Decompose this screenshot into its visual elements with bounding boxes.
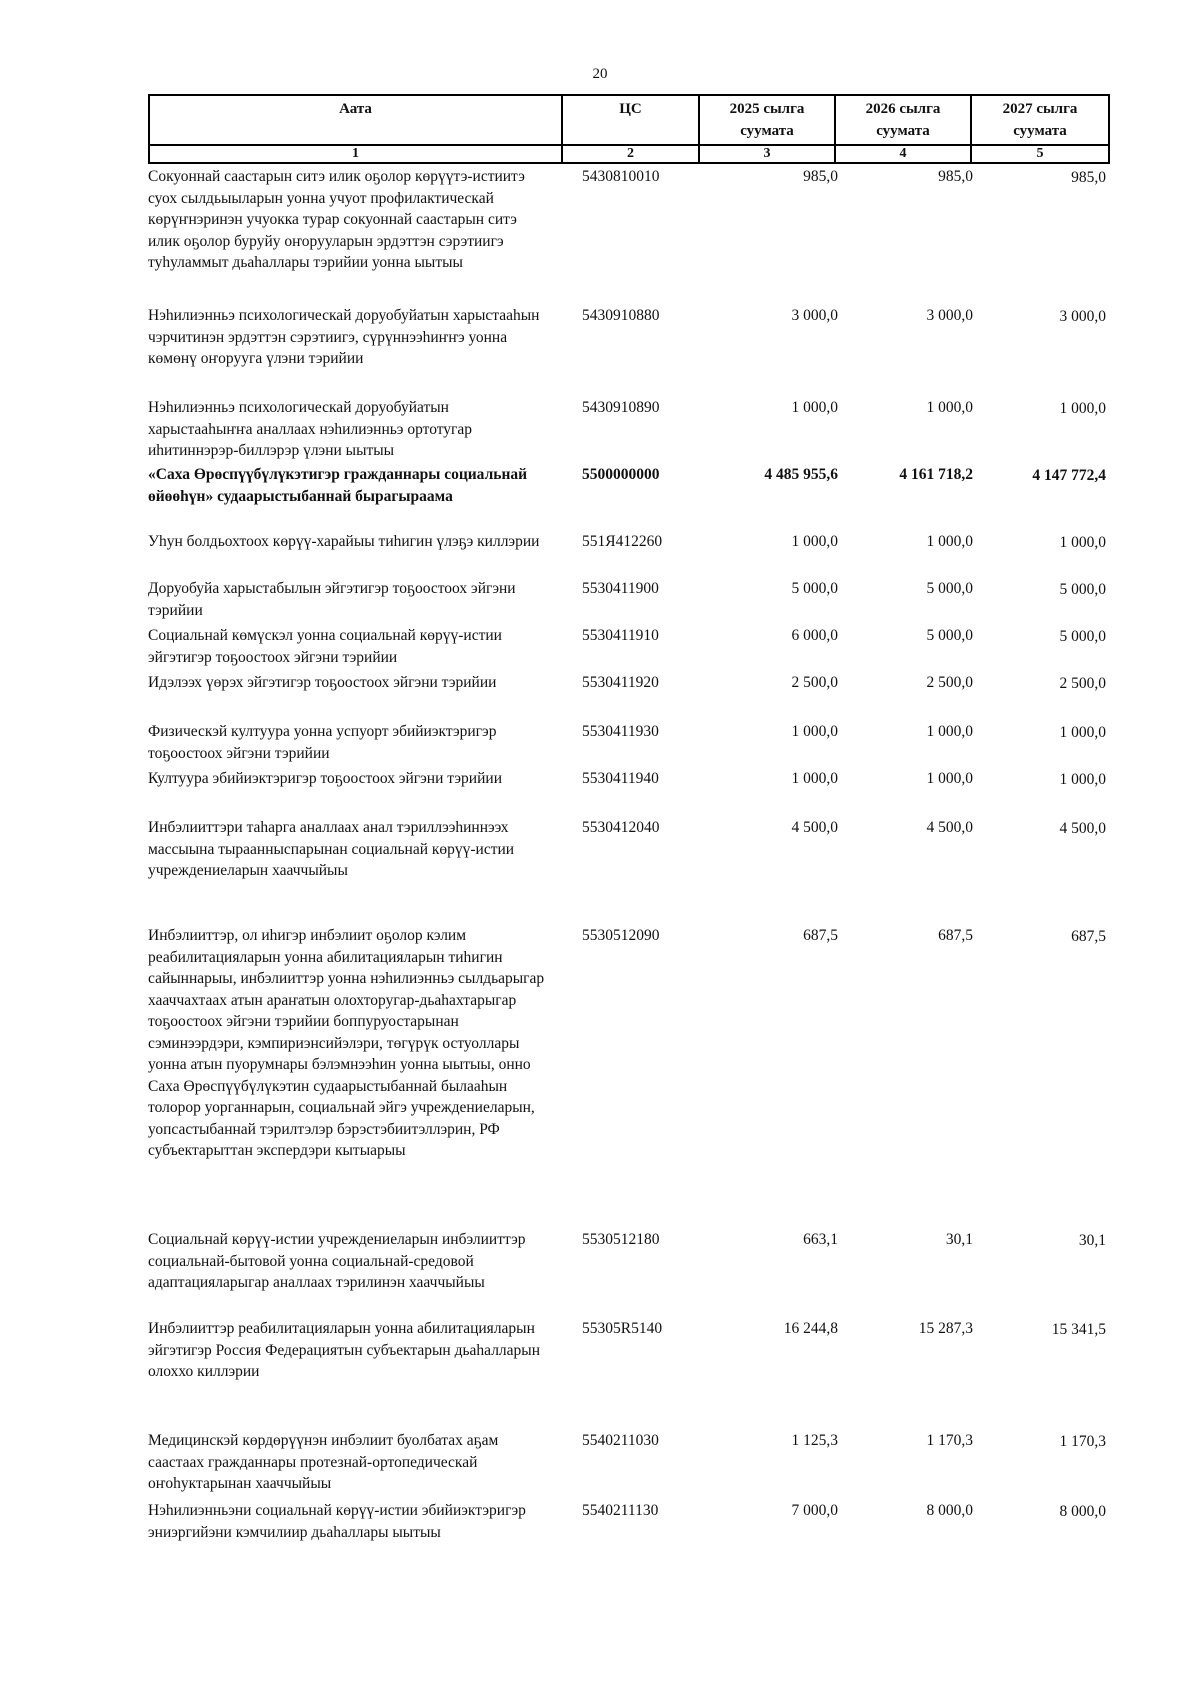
header-cs: ЦС [562, 95, 699, 145]
row-2027: 985,0 [1071, 169, 1106, 186]
row-cs: 5530411910 [582, 627, 659, 644]
row-2025: 4 485 955,6 [764, 466, 838, 483]
row-cs: 5530512090 [582, 927, 660, 944]
row-2025: 1 000,0 [791, 399, 838, 416]
row-2025: 1 000,0 [791, 723, 838, 740]
row-2026: 1 000,0 [926, 723, 973, 740]
row-2027: 2 500,0 [1059, 675, 1106, 692]
header-2026: 2026 сылга суумата [835, 95, 971, 145]
row-2027: 1 000,0 [1059, 724, 1106, 741]
row-2027: 687,5 [1071, 928, 1106, 945]
row-2025: 5 000,0 [791, 580, 838, 597]
row-2025: 1 000,0 [791, 770, 838, 787]
row-name: Социальнай көмүскэл уонна социальнай көрүү-истии эйгэтигэр тоҕоостоох эйгэни тэрийии [148, 627, 502, 666]
row-2025: 16 244,8 [783, 1320, 838, 1337]
row-2025: 985,0 [803, 168, 838, 185]
table-header [148, 94, 1110, 164]
row-2026: 985,0 [938, 168, 973, 185]
row-2026: 3 000,0 [926, 307, 973, 324]
row-name: Инбэлииттэри таһарга аналлаах анал тэриллээһиннээх массыына тыраанныспарынан социальнай көрүү-истии учреждениеларын хааччыйыы [148, 819, 515, 879]
row-name: Инбэлииттэр, ол иһигэр инбэлиит оҕолор кэлим реабилитацияларын уонна абилитацияларын тиһигин сайыннарыы, инбэлииттэр уонна нэһилиэнньэ сылдьарыгар хааччахтаах атын араҥатын олохторугар-дьаһахтарыгар тоҕоостоох эйгэни тэрийии боппуруостарынан сэминээрдэри, кэмпириэнсийэлэри, төгүрүк остуоллары уонна атын пуорумнары бэлэмнээһин уонна ыытыы, онно Саха Өрөспүүбүлүкэтин судаарыстыбаннай былааһын толорор уорганнарын, социальнай эйгэ учреждениеларын, уопсастыбаннай тэрилтэлэр бэрэстэбиитэллэрин, РФ субъектарыттан экспердэри кытыарыы [148, 927, 545, 1159]
row-cs: 5530411900 [582, 580, 659, 597]
row-name: Инбэлииттэр реабилитацияларын уонна абилитацияларын эйгэтигэр Россия Федерациятын субъектарын дьаһалларын олоххо киллэрии [148, 1320, 541, 1380]
column-number: 2 [562, 145, 699, 163]
row-cs: 5540211030 [582, 1432, 659, 1449]
row-cs: 5530411920 [582, 674, 659, 691]
row-2027: 30,1 [1078, 1232, 1106, 1249]
row-2026: 2 500,0 [926, 674, 973, 691]
row-name: Сокуоннай саастарын ситэ илик оҕолор көрүүтэ-истиитэ суох сылдьыыларын уонна учуот профилактическай көрүҥнэринэн учуокка турар сокуоннай саастарын ситэ илик оҕолор буруйу оҥорууларын эрдэттэн сэрэтиигэ туһуламмыт дьаһаллары тэрийии уонна ыытыы [148, 168, 525, 271]
row-cs: 5430810010 [582, 168, 660, 185]
row-2026: 30,1 [945, 1231, 973, 1248]
row-2026: 4 500,0 [926, 819, 973, 836]
row-2025: 6 000,0 [791, 627, 838, 644]
row-cs: 5530411930 [582, 723, 659, 740]
row-2026: 5 000,0 [926, 627, 973, 644]
row-cs: 5500000000 [582, 466, 660, 483]
column-number: 1 [149, 145, 562, 163]
row-2026: 1 000,0 [926, 770, 973, 787]
row-name: «Саха Өрөспүүбүлүкэтигэр гражданнары социальнай өйөөһүн» судаарыстыбаннай бырагыраама [148, 466, 528, 505]
row-2025: 1 125,3 [791, 1432, 838, 1449]
row-2026: 5 000,0 [926, 580, 973, 597]
row-2026: 8 000,0 [926, 1502, 973, 1519]
row-2026: 687,5 [938, 927, 973, 944]
row-cs: 55305R5140 [582, 1320, 663, 1337]
row-2025: 663,1 [803, 1231, 838, 1248]
row-name: Култуура эбийиэктэригэр тоҕоостоох эйгэни тэрийии [148, 770, 502, 787]
row-2027: 3 000,0 [1059, 308, 1106, 325]
row-2027: 4 500,0 [1059, 820, 1106, 837]
row-cs: 5530412040 [582, 819, 660, 836]
row-name: Идэлээх үөрэх эйгэтигэр тоҕоостоох эйгэни тэрийии [148, 674, 497, 691]
row-name: Доруобуйа харыстабылын эйгэтигэр тоҕоостоох эйгэни тэрийии [148, 580, 516, 619]
row-2025: 7 000,0 [791, 1502, 838, 1519]
row-2027: 5 000,0 [1059, 581, 1106, 598]
row-2025: 2 500,0 [791, 674, 838, 691]
header-name: Аата [149, 95, 562, 145]
row-2026: 15 287,3 [918, 1320, 973, 1337]
row-cs: 5430910890 [582, 399, 660, 416]
row-2027: 1 000,0 [1059, 400, 1106, 417]
row-name: Нэһилиэнньэни социальнай көрүү-истии эбийиэктэригэр эниэргийэни кэмчилиир дьаһаллары ыытыы [148, 1502, 526, 1541]
row-2025: 4 500,0 [791, 819, 838, 836]
row-2025: 1 000,0 [791, 533, 838, 550]
page-number: 20 [592, 66, 608, 82]
row-name: Социальнай көрүү-истии учреждениеларын инбэлииттэр социальнай-бытовой уонна социальнай-средовой адаптацияларыгар аналлаах тэрилинэн хааччыйыы [148, 1231, 526, 1291]
row-cs: 5530512180 [582, 1231, 660, 1248]
row-2026: 1 000,0 [926, 533, 973, 550]
row-2025: 3 000,0 [791, 307, 838, 324]
row-cs: 551Я412260 [582, 533, 663, 550]
row-name: Уһун болдьохтоох көрүү-харайыы тиһигин үлэҕэ киллэрии [148, 533, 540, 550]
row-2027: 1 000,0 [1059, 534, 1106, 551]
column-number: 5 [971, 145, 1109, 163]
row-2027: 15 341,5 [1051, 1321, 1106, 1338]
column-number: 4 [835, 145, 971, 163]
row-cs: 5540211130 [582, 1502, 659, 1519]
row-name: Нэһилиэнньэ психологическай доруобуйатын харыстааһын чэрчитинэн эрдэттэн сэрэтиигэ, сүрүннээһиҥҥэ уонна көмөнү оҥорууга үлэни тэрийии [148, 307, 540, 367]
row-2027: 1 170,3 [1059, 1433, 1106, 1450]
header-2025: 2025 сылга суумата [699, 95, 835, 145]
row-name: Нэһилиэнньэ психологическай доруобуйатын харыстааһыҥҥа аналлаах нэһилиэнньэ ортотугар иһитиннэрэр-биллэрэр үлэни ыытыы [148, 399, 473, 459]
row-name: Физическэй култуура уонна успуорт эбийиэктэригэр тоҕоостоох эйгэни тэрийии [148, 723, 497, 762]
row-cs: 5430910880 [582, 307, 660, 324]
row-2026: 4 161 718,2 [899, 466, 973, 483]
row-cs: 5530411940 [582, 770, 659, 787]
row-2026: 1 170,3 [926, 1432, 973, 1449]
header-2027: 2027 сылга суумата [971, 95, 1109, 145]
row-2025: 687,5 [803, 927, 838, 944]
row-2027: 8 000,0 [1059, 1503, 1106, 1520]
row-2027: 4 147 772,4 [1032, 467, 1106, 484]
column-number: 3 [699, 145, 835, 163]
row-2027: 1 000,0 [1059, 771, 1106, 788]
row-2026: 1 000,0 [926, 399, 973, 416]
row-name: Медицинскэй көрдөрүүнэн инбэлиит буолбатах аҕам саастаах гражданнары протезнай-ортопедическай оҥоһуктарынан хааччыйыы [148, 1432, 499, 1492]
row-2027: 5 000,0 [1059, 628, 1106, 645]
